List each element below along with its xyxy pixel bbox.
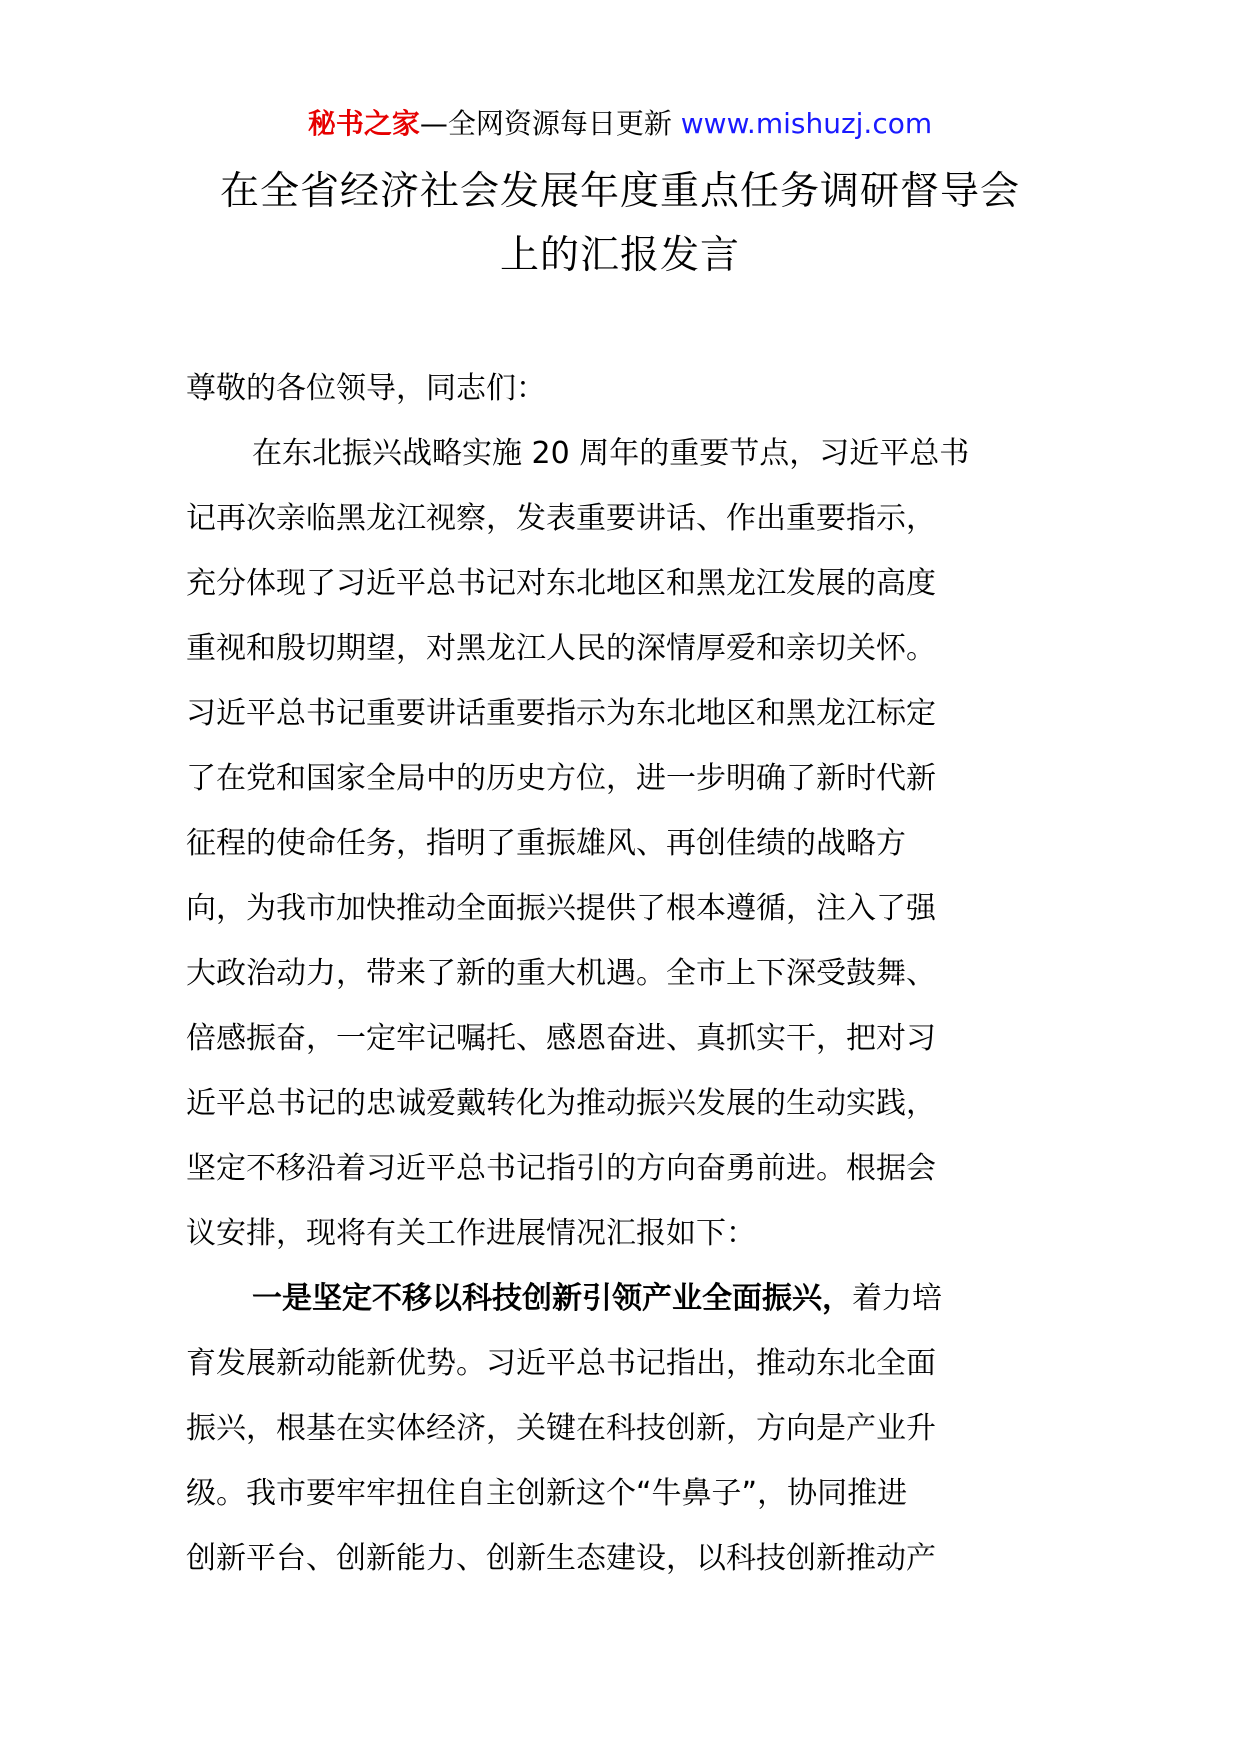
salutation: 尊敬的各位领导，同志们： bbox=[186, 371, 546, 406]
banner-url[interactable]: www.mishuzj.com bbox=[680, 107, 933, 140]
paragraph-2-first-rest: 着力培 bbox=[852, 1281, 942, 1316]
paragraph-2-first-line bbox=[186, 1266, 1066, 1331]
paragraph-2-line: 育发展新动能新优势。习近平总书记指出，推动东北全面 bbox=[186, 1346, 936, 1381]
paragraph-1-line: 征程的使命任务，指明了重振雄风、再创佳绩的战略方 bbox=[186, 826, 906, 861]
paragraph-1-line: 充分体现了习近平总书记对东北地区和黑龙江发展的高度 bbox=[186, 566, 936, 601]
brand-name: 秘书之家 bbox=[307, 107, 420, 140]
paragraph-1-line: 大政治动力，带来了新的重大机遇。全市上下深受鼓舞、 bbox=[186, 956, 936, 991]
paragraph-1-line: 近平总书记的忠诚爱戴转化为推动振兴发展的生动实践， bbox=[186, 1086, 936, 1121]
banner-slogan: —全网资源每日更新 bbox=[419, 107, 681, 140]
paragraph-1-line: 在东北振兴战略实施 20 周年的重要节点，习近平总书 bbox=[252, 436, 970, 471]
paragraph-1-line: 了在党和国家全局中的历史方位，进一步明确了新时代新 bbox=[186, 761, 936, 796]
paragraph-1-line: 习近平总书记重要讲话重要指示为东北地区和黑龙江标定 bbox=[186, 696, 936, 731]
paragraph-1-line: 倍感振奋，一定牢记嘱托、感恩奋进、真抓实干，把对习 bbox=[186, 1021, 936, 1056]
paragraph-1-line: 议安排，现将有关工作进展情况汇报如下： bbox=[186, 1216, 756, 1251]
title-line-1: 在全省经济社会发展年度重点任务调研督导会 bbox=[219, 169, 1020, 214]
document-body bbox=[186, 356, 1066, 1591]
document-title bbox=[150, 160, 1090, 288]
paragraph-2-line: 级。我市要牢牢扭住自主创新这个“牛鼻子”，协同推进 bbox=[186, 1476, 908, 1511]
paragraph-1-line: 记再次亲临黑龙江视察，发表重要讲话、作出重要指示， bbox=[186, 501, 936, 536]
title-line-2: 上的汇报发言 bbox=[499, 233, 740, 278]
source-banner bbox=[0, 102, 1240, 146]
paragraph-2-heading: 一是坚定不移以科技创新引领产业全面振兴， bbox=[252, 1281, 852, 1316]
paragraph-1-line: 坚定不移沿着习近平总书记指引的方向奋勇前进。根据会 bbox=[186, 1151, 936, 1186]
paragraph-1-line: 向，为我市加快推动全面振兴提供了根本遵循，注入了强 bbox=[186, 891, 936, 926]
paragraph-2-line: 创新平台、创新能力、创新生态建设，以科技创新推动产 bbox=[186, 1541, 936, 1576]
paragraph-2-line: 振兴，根基在实体经济，关键在科技创新，方向是产业升 bbox=[186, 1411, 936, 1446]
paragraph-1-line: 重视和殷切期望，对黑龙江人民的深情厚爱和亲切关怀。 bbox=[186, 631, 936, 666]
